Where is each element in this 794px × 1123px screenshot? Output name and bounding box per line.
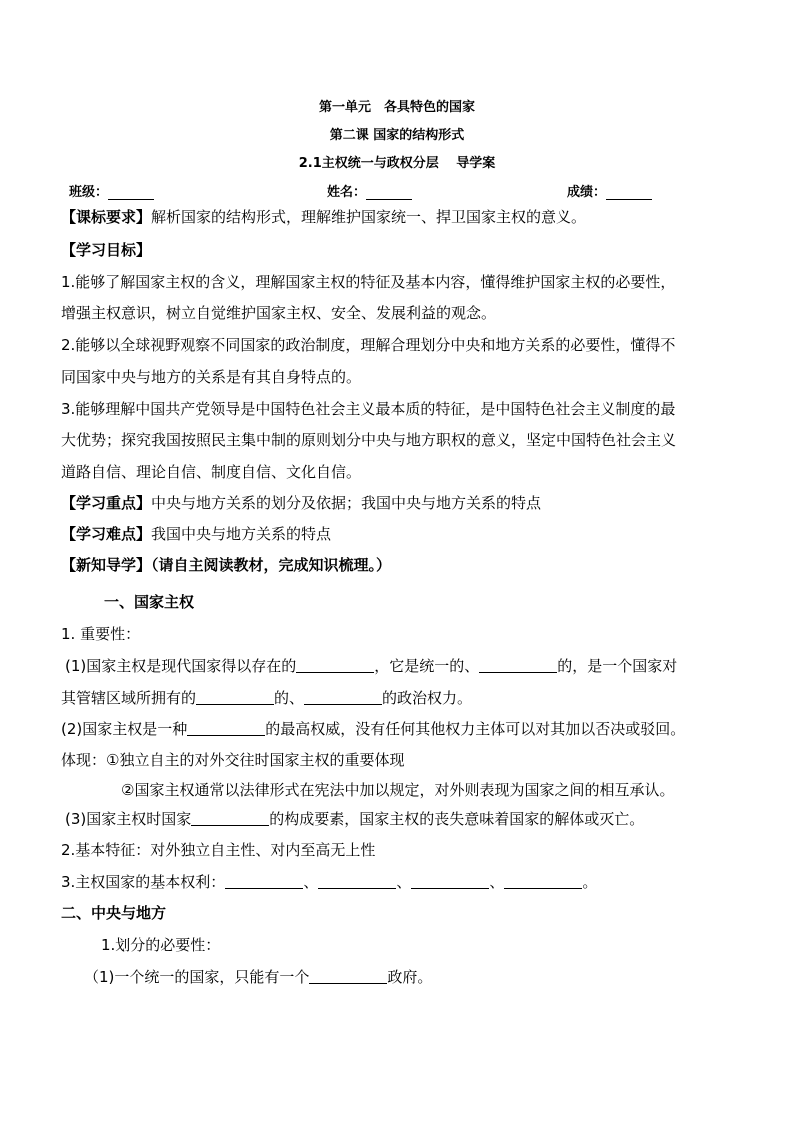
blank-11[interactable] bbox=[309, 968, 387, 984]
embodiment-2: ②国家主权通常以法律形式在宪法中加以规定，对外则表现为国家之间的相互承认。 bbox=[121, 781, 675, 799]
blank-10[interactable] bbox=[504, 873, 582, 889]
blank-2[interactable] bbox=[479, 657, 557, 673]
blank-3[interactable] bbox=[196, 689, 274, 705]
lesson-title: 第二课 国家的结构形式 bbox=[329, 128, 465, 143]
goal-2-line-b: 同国家中央与地方的关系是有其自身特点的。 bbox=[61, 368, 362, 386]
focus-line: 【学习重点】中央与地方关系的划分及依据；我国中央与地方关系的特点 bbox=[61, 494, 542, 512]
requirement-line: 【课标要求】解析国家的结构形式，理解维护国家统一、捍卫国家主权的意义。 bbox=[61, 208, 587, 226]
part1-heading: 一、国家主权 bbox=[104, 593, 195, 611]
goals-heading: 【学习目标】 bbox=[61, 241, 152, 259]
unit-title: 第一单元 各具特色的国家 bbox=[318, 100, 475, 115]
name-field[interactable]: 姓名： bbox=[327, 181, 412, 200]
p1-line-1: (1)国家主权是现代国家得以存在的 ，它是统一的、 的，是一个国家对 bbox=[65, 657, 678, 675]
goal-3-line-b: 大优势；探究我国按照民主集中制的原则划分中央与地方职权的意义，坚定中国特色社会主义 bbox=[61, 431, 677, 449]
class-blank[interactable] bbox=[108, 186, 154, 200]
blank-7[interactable] bbox=[225, 873, 303, 889]
p2-line: (2)国家主权是一种 的最高权威，没有任何其他权力主体可以对其加以否决或驳回。 bbox=[61, 720, 686, 738]
goal-3-line-a: 3.能够理解中国共产党领导是中国特色社会主义最本质的特征，是中国特色社会主义制度的最 bbox=[61, 400, 676, 418]
goal-1-line-b: 增强主权意识，树立自觉维护国家主权、安全、发展利益的观念。 bbox=[61, 304, 497, 322]
blank-9[interactable] bbox=[411, 873, 489, 889]
part2-heading: 二、中央与地方 bbox=[61, 904, 167, 922]
blank-4[interactable] bbox=[304, 689, 382, 705]
name-blank[interactable] bbox=[366, 186, 412, 200]
rights-line: 3.主权国家的基本权利： 、 、 、 。 bbox=[61, 873, 598, 891]
p3-line: (3)国家主权时国家 的构成要素，国家主权的丧失意味着国家的解体或灭亡。 bbox=[65, 810, 645, 828]
blank-8[interactable] bbox=[318, 873, 396, 889]
class-field[interactable]: 班级： bbox=[69, 181, 154, 200]
goal-1-line-a: 1.能够了解国家主权的含义，理解国家主权的特征及基本内容，懂得维护国家主权的必要性， bbox=[61, 273, 676, 291]
necessity-label: 1.划分的必要性： bbox=[101, 936, 221, 954]
features-line: 2.基本特征：对外独立自主性、对内至高无上性 bbox=[61, 841, 376, 859]
score-field[interactable]: 成绩： bbox=[567, 181, 652, 200]
blank-5[interactable] bbox=[187, 720, 265, 736]
goal-2-line-a: 2.能够以全球视野观察不同国家的政治制度，理解合理划分中央和地方关系的必要性，懂得不 bbox=[61, 336, 676, 354]
blank-6[interactable] bbox=[191, 810, 269, 826]
embodiment-1: 体现：①独立自主的对外交往时国家主权的重要体现 bbox=[61, 751, 405, 769]
blank-1[interactable] bbox=[296, 657, 374, 673]
q1-line: （1)一个统一的国家，只能有一个 政府。 bbox=[84, 968, 433, 986]
difficulty-line: 【学习难点】我国中央与地方关系的特点 bbox=[61, 525, 332, 543]
score-blank[interactable] bbox=[606, 186, 652, 200]
goal-3-line-c: 道路自信、理论自信、制度自信、文化自信。 bbox=[61, 463, 362, 481]
section-title: 2.1主权统一与政权分层 导学案 bbox=[298, 156, 496, 171]
guide-line: 【新知导学】（请自主阅读教材，完成知识梳理。） bbox=[61, 556, 392, 574]
student-info-row bbox=[69, 181, 794, 201]
importance-label: 1. 重要性： bbox=[61, 625, 141, 643]
p1-line-2: 其管辖区域所拥有的 的、 的政治权力。 bbox=[61, 689, 473, 707]
